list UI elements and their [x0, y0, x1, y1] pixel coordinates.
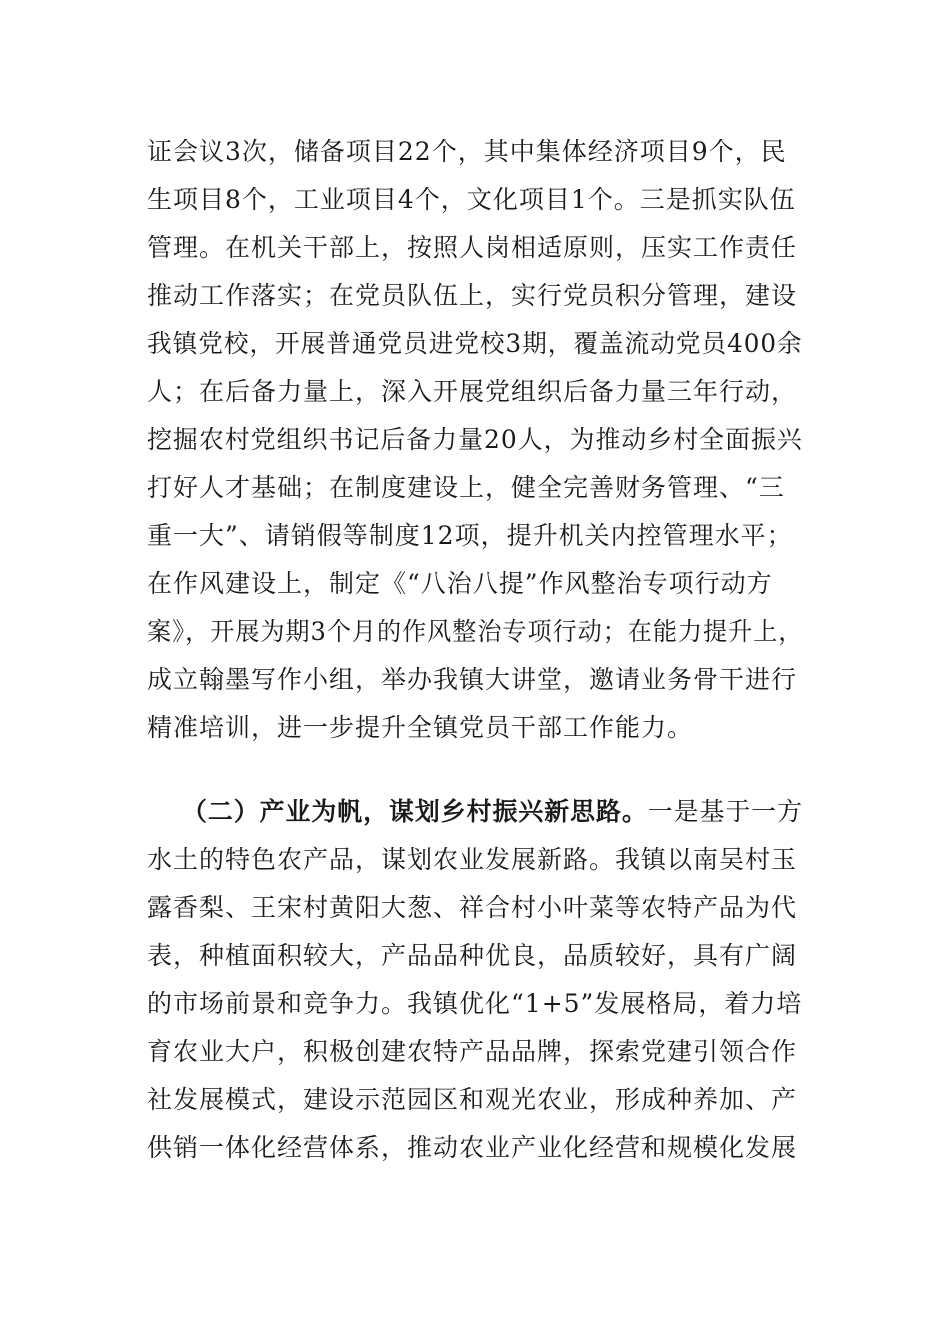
text-line: 重一大”、请销假等制度12项，提升机关内控管理水平； [147, 521, 793, 550]
text-line: 露香梨、王宋村黄阳大葱、祥合村小叶菜等农特产品为代 [147, 893, 798, 922]
text-line: 表，种植面积较大，产品品种优良，品质较好，具有广阔 [147, 941, 798, 970]
text-line: 在作风建设上，制定《“八治八提”作风整治专项行动方 [147, 569, 773, 598]
text-line: 推动工作落实；在党员队伍上，实行党员积分管理，建设 [147, 281, 798, 310]
text-line: 打好人才基础；在制度建设上，健全完善财务管理、“三 [147, 473, 785, 502]
text-line: 生项目8个，工业项目4个，文化项目1个。三是抓实队伍 [147, 185, 796, 214]
text-line: 的市场前景和竞争力。我镇优化“1+5”发展格局，着力培 [147, 989, 803, 1018]
text-line: 管理。在机关干部上，按照人岗相适原则，压实工作责任 [147, 233, 798, 262]
text-line: 挖掘农村党组织书记后备力量20人，为推动乡村全面振兴 [147, 425, 803, 454]
section-heading-line [182, 788, 803, 836]
text-line: 精准培训，进一步提升全镇党员干部工作能力。 [147, 713, 694, 742]
heading-line-continuation: 一是基于一方 [647, 797, 804, 826]
text-line: 人；在后备力量上，深入开展党组织后备力量三年行动， [147, 377, 798, 406]
text-line: 育农业大户，积极创建农特产品品牌，探索党建引领合作 [147, 1037, 798, 1066]
text-line: 成立翰墨写作小组，举办我镇大讲堂，邀请业务骨干进行 [147, 665, 798, 694]
text-line: 案》，开展为期3个月的作风整治专项行动；在能力提升上， [147, 617, 804, 646]
text-line: 证会议3次，储备项目22个，其中集体经济项目9个，民 [147, 137, 787, 166]
section-heading: （二）产业为帆，谋划乡村振兴新思路。 [182, 797, 648, 826]
text-line: 社发展模式，建设示范园区和观光农业，形成种养加、产 [147, 1085, 798, 1114]
text-line: 供销一体化经营体系，推动农业产业化经营和规模化发展 [147, 1133, 798, 1162]
text-line: 水土的特色农产品，谋划农业发展新路。我镇以南吴村玉 [147, 845, 798, 874]
text-line: 我镇党校，开展普通党员进党校3期，覆盖流动党员400余 [147, 329, 803, 358]
